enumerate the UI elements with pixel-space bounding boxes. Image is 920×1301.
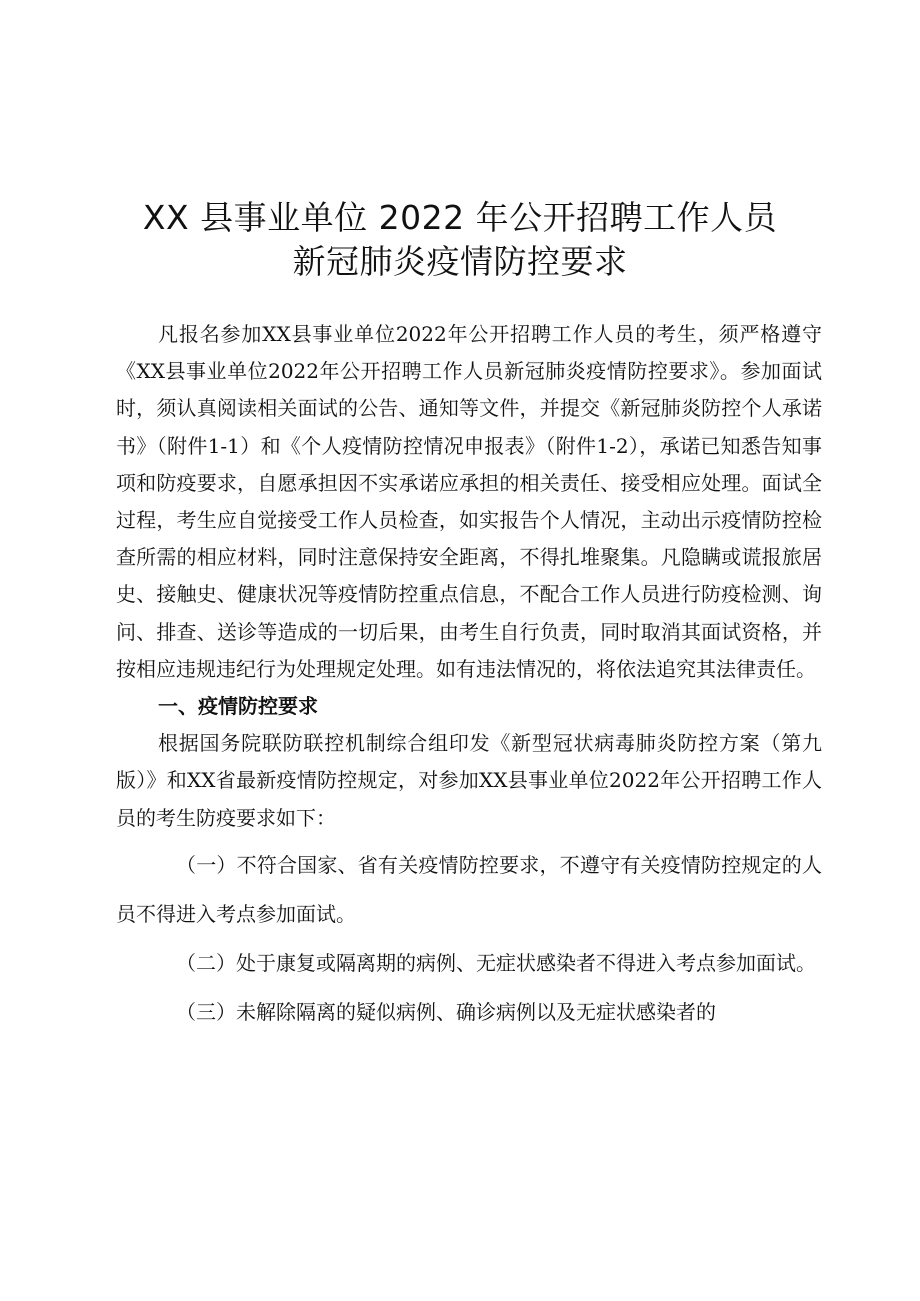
section-heading-epidemic-control: 一、疫情防控要求	[158, 694, 318, 719]
title-line-1: XX 县事业单位 2022 年公开招聘工作人员	[142, 198, 778, 237]
list-item-3: （三）未解除隔离的疑似病例、确诊病例以及无症状感染者的	[176, 999, 716, 1024]
title-line-2: 新冠肺炎疫情防控要求	[292, 242, 628, 281]
intro-paragraph: 凡报名参加XX县事业单位2022年公开招聘工作人员的考生，须严格遵守《XX县事业单位2022年公开招聘工作人员新冠肺炎疫情防控要求》。参加面试时，须认真阅读相关面试的公告、通知等文件，并提交《新冠肺炎防控个人承诺书》（附件1-1）和《个人疫情防控情况申报表》（附件1-2），承诺已知悉告知事项和防疫要求，自愿承担因不实承诺应承担的相关责任、接受相应处理。面试全过程，考生应自觉接受工作人员检查，如实报告个人情况，主动出示疫情防控检查所需的相应材料，同时注意保持安全距离，不得扎堆聚集。凡隐瞒或谎报旅居史、接触史、健康状况等疫情防控重点信息，不配合工作人员进行防疫检测、询问、排查、送诊等造成的一切后果，由考生自行负责，同时取消其面试资格，并按相应违规违纪行为处理规定处理。如有违法情况的，将依法追究其法律责任。	[116, 322, 822, 681]
document-title	[0, 196, 920, 284]
document-body	[116, 316, 822, 1037]
list-item-1: （一）不符合国家、省有关疫情防控要求，不遵守有关疫情防控规定的人员不得进入考点参加面试。	[116, 852, 822, 926]
list-item-2: （二）处于康复或隔离期的病例、无症状感染者不得进入考点参加面试。	[176, 950, 816, 975]
section-paragraph: 根据国务院联防联控机制综合组印发《新型冠状病毒肺炎防控方案（第九版）》和XX省最新疫情防控规定，对参加XX县事业单位2022年公开招聘工作人员的考生防疫要求如下：	[116, 731, 822, 830]
